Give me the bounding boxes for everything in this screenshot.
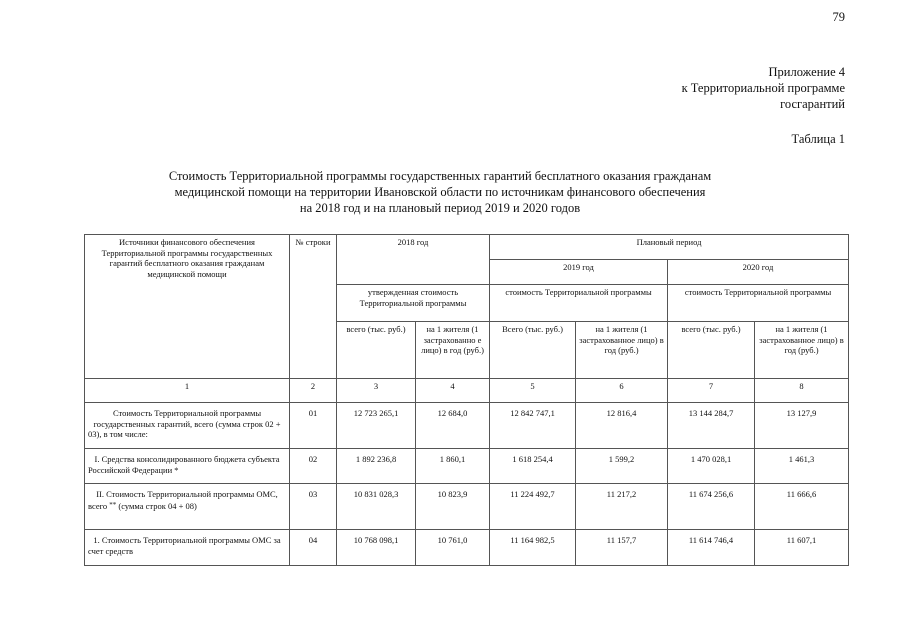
appendix-caption	[560, 64, 845, 112]
column-number: 6	[576, 379, 668, 403]
value-2020-per-capita: 11 666,6	[755, 484, 849, 530]
row-number: 02	[290, 449, 337, 484]
header-total-2019: Всего (тыс. руб.)	[490, 322, 576, 379]
row-name: I. Средства консолидированного бюджета субъекта Российской Федерации *	[85, 449, 290, 484]
header-planned-period: Плановый период	[490, 235, 849, 260]
header-cost-2020: стоимость Территориальной программы	[668, 285, 849, 322]
row-number: 03	[290, 484, 337, 530]
column-number: 7	[668, 379, 755, 403]
header-total-2020: всего (тыс. руб.)	[668, 322, 755, 379]
column-number: 8	[755, 379, 849, 403]
row-name-part: II. Стоимость Территориальной программы ОМС, всего	[88, 489, 278, 511]
row-name	[85, 484, 290, 530]
header-total-2018: всего (тыс. руб.)	[337, 322, 416, 379]
table-row	[85, 449, 849, 484]
value-2020-total: 11 614 746,4	[668, 530, 755, 566]
table-number: Таблица 1	[791, 132, 845, 146]
table-row	[85, 403, 849, 449]
header-year-2018: 2018 год	[337, 235, 490, 285]
column-number: 4	[416, 379, 490, 403]
value-2018-per-capita: 10 823,9	[416, 484, 490, 530]
value-2020-per-capita: 11 607,1	[755, 530, 849, 566]
footnote-mark: **	[109, 500, 117, 509]
value-2019-total: 11 224 492,7	[490, 484, 576, 530]
value-2018-per-capita: 1 860,1	[416, 449, 490, 484]
value-2019-per-capita: 11 217,2	[576, 484, 668, 530]
header-per-capita-2020: на 1 жителя (1 застрахованное лицо) в год (руб.)	[755, 322, 849, 379]
header-cost-2019: стоимость Территориальной программы	[490, 285, 668, 322]
column-number-row	[85, 379, 849, 403]
header-source: Источники финансового обеспечения Территориальной программы государственных гарантий бесплатного оказания гражданам медицинской помощи	[85, 235, 290, 379]
value-2019-total: 12 842 747,1	[490, 403, 576, 449]
row-number: 04	[290, 530, 337, 566]
header-row-number: № строки	[290, 235, 337, 379]
title-line-1: Стоимость Территориальной программы государственных гарантий бесплатного оказания гражданам	[168, 169, 712, 183]
value-2018-total: 10 831 028,3	[337, 484, 416, 530]
row-name: 1. Стоимость Территориальной программы ОМС за счет средств	[85, 530, 290, 566]
row-name: Стоимость Территориальной программы государственных гарантий, всего (сумма строк 02 + 03), в том числе:	[85, 403, 290, 449]
value-2018-total: 10 768 098,1	[337, 530, 416, 566]
value-2019-per-capita: 1 599,2	[576, 449, 668, 484]
page-number: 79	[832, 10, 845, 24]
value-2019-total: 11 164 982,5	[490, 530, 576, 566]
document-title	[100, 168, 780, 216]
value-2018-per-capita: 10 761,0	[416, 530, 490, 566]
value-2018-per-capita: 12 684,0	[416, 403, 490, 449]
value-2020-total: 11 674 256,6	[668, 484, 755, 530]
value-2018-total: 1 892 236,8	[337, 449, 416, 484]
header-per-capita-2018: на 1 жителя (1 застрахованно е лицо) в год (руб.)	[416, 322, 490, 379]
row-name-part: (сумма строк 04 + 08)	[118, 500, 197, 511]
value-2019-total: 1 618 254,4	[490, 449, 576, 484]
value-2020-total: 13 144 284,7	[668, 403, 755, 449]
column-number: 5	[490, 379, 576, 403]
value-2020-per-capita: 1 461,3	[755, 449, 849, 484]
header-year-2019: 2019 год	[490, 260, 668, 285]
value-2020-total: 1 470 028,1	[668, 449, 755, 484]
header-year-2020: 2020 год	[668, 260, 849, 285]
table-row	[85, 530, 849, 566]
header-approved-cost: утвержденная стоимость Территориальной программы	[337, 285, 490, 322]
table-row	[85, 484, 849, 530]
appendix-line-2: к Территориальной программе	[681, 81, 845, 95]
column-number: 1	[85, 379, 290, 403]
column-number: 2	[290, 379, 337, 403]
value-2020-per-capita: 13 127,9	[755, 403, 849, 449]
header-per-capita-2019: на 1 жителя (1 застрахованное лицо) в год (руб.)	[576, 322, 668, 379]
title-line-3: на 2018 год и на плановый период 2019 и 2020 годов	[299, 201, 581, 215]
row-number: 01	[290, 403, 337, 449]
column-number: 3	[337, 379, 416, 403]
financing-table	[84, 234, 849, 566]
value-2018-total: 12 723 265,1	[337, 403, 416, 449]
value-2019-per-capita: 12 816,4	[576, 403, 668, 449]
appendix-line-3: госгарантий	[780, 97, 845, 111]
title-line-2: медицинской помощи на территории Ивановской области по источникам финансового обеспечения	[174, 185, 706, 199]
value-2019-per-capita: 11 157,7	[576, 530, 668, 566]
appendix-line-1: Приложение 4	[768, 65, 845, 79]
